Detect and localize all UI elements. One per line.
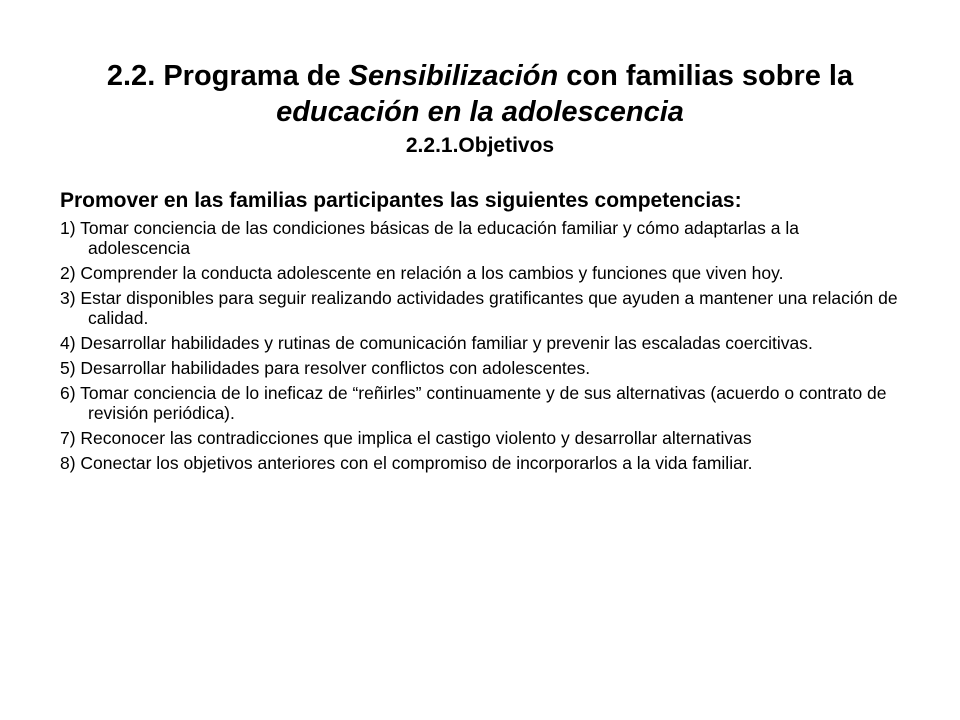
title-line-1 [40,58,920,94]
objective-item-3: 3) Estar disponibles para seguir realizando actividades gratificantes que ayuden a mantener una relación de calidad. [60,288,898,328]
intro-text: Promover en las familias participantes las siguientes competencias: [60,189,742,212]
objective-item-6: 6) Tomar conciencia de lo ineficaz de “reñirles” continuamente y de sus alternativas (acuerdo o contrato de revisión periódica). [60,383,887,423]
title-part3: con familias sobre la [566,60,854,92]
title-number: 2.2. [106,60,156,92]
slide-title [40,58,920,159]
title-line2-text: educación en la adolescencia [276,96,684,128]
objective-item-7: 7) Reconocer las contradicciones que implica el castigo violento y desarrollar alternativas [60,428,752,448]
content-body [60,190,900,478]
objective-item-5: 5) Desarrollar habilidades para resolver conflictos con adolescentes. [60,358,591,378]
title-part1: Programa de [163,60,341,92]
objective-item-2: 2) Comprender la conducta adolescente en relación a los cambios y funciones que viven hoy. [60,263,784,283]
objective-item-4: 4) Desarrollar habilidades y rutinas de comunicación familiar y prevenir las escaladas coercitivas. [60,333,813,353]
objective-item-1: 1) Tomar conciencia de las condiciones básicas de la educación familiar y cómo adaptarlas a la adolescencia [60,218,799,258]
objective-item-8: 8) Conectar los objetivos anteriores con el compromiso de incorporarlos a la vida familiar. [60,453,753,473]
subtitle: 2.2.1.Objetivos [405,134,555,157]
title-line-2 [40,94,920,130]
title-italic: Sensibilización [348,60,559,92]
